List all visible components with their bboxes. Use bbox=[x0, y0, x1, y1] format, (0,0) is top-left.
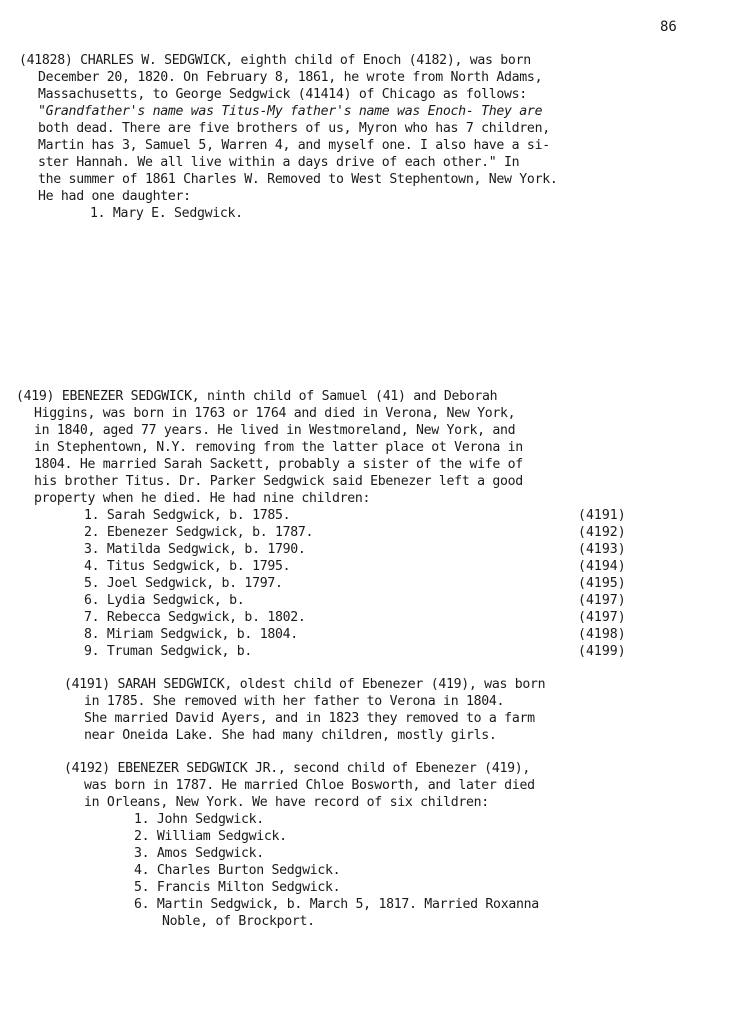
paragraph-line: in 1785. She removed with her father to Verona in 1804. bbox=[84, 694, 505, 709]
paragraph-line: Higgins, was born in 1763 or 1764 and died in Verona, New York, bbox=[34, 406, 516, 421]
paragraph-line: He had one daughter: bbox=[38, 189, 191, 204]
child-list-item: 6. Lydia Sedgwick, b. bbox=[84, 593, 245, 608]
child-list-item: 6. Martin Sedgwick, b. March 5, 1817. Married Roxanna bbox=[134, 897, 539, 912]
paragraph-line: (41828) CHARLES W. SEDGWICK, eighth child of Enoch (4182), was born bbox=[19, 53, 531, 68]
child-list-item: 2. William Sedgwick. bbox=[134, 829, 287, 844]
paragraph-line: 1804. He married Sarah Sackett, probably a sister of the wife of bbox=[34, 457, 523, 472]
child-list-item: 5. Francis Milton Sedgwick. bbox=[134, 880, 341, 895]
child-reference-number: (4191) bbox=[578, 508, 626, 523]
child-list-item: 7. Rebecca Sedgwick, b. 1802. bbox=[84, 610, 306, 625]
child-reference-number: (4195) bbox=[578, 576, 626, 591]
paragraph-line: near Oneida Lake. She had many children, mostly girls. bbox=[84, 728, 497, 743]
page-number: 86 bbox=[660, 19, 677, 35]
child-reference-number: (4199) bbox=[578, 644, 626, 659]
child-list-item: 1. Sarah Sedgwick, b. 1785. bbox=[84, 508, 291, 523]
child-reference-number: (4194) bbox=[578, 559, 626, 574]
paragraph-line: was born in 1787. He married Chloe Bosworth, and later died bbox=[84, 778, 535, 793]
paragraph-line: (4192) EBENEZER SEDGWICK JR., second child of Ebenezer (419), bbox=[64, 761, 531, 776]
child-list-item: 1. John Sedgwick. bbox=[134, 812, 264, 827]
paragraph-line: ster Hannah. We all live within a days drive of each other." In bbox=[38, 155, 520, 170]
paragraph-line: (419) EBENEZER SEDGWICK, ninth child of Samuel (41) and Deborah bbox=[16, 389, 498, 404]
paragraph-line: in 1840, aged 77 years. He lived in Westmoreland, New York, and bbox=[34, 423, 516, 438]
child-reference-number: (4193) bbox=[578, 542, 626, 557]
child-reference-number: (4198) bbox=[578, 627, 626, 642]
paragraph-line: in Orleans, New York. We have record of six children: bbox=[84, 795, 489, 810]
paragraph-line: both dead. There are five brothers of us, Myron who has 7 children, bbox=[38, 121, 550, 136]
child-reference-number: (4197) bbox=[578, 610, 626, 625]
child-list-item: 3. Amos Sedgwick. bbox=[134, 846, 264, 861]
paragraph-line-quote: "Grandfather's name was Titus-My father's name was Enoch- They are bbox=[38, 104, 543, 119]
paragraph-line: property when he died. He had nine children: bbox=[34, 491, 371, 506]
child-list-item: 2. Ebenezer Sedgwick, b. 1787. bbox=[84, 525, 314, 540]
paragraph-line: Massachusetts, to George Sedgwick (41414) of Chicago as follows: bbox=[38, 87, 527, 102]
paragraph-line: December 20, 1820. On February 8, 1861, he wrote from North Adams, bbox=[38, 70, 543, 85]
child-list-item: 8. Miriam Sedgwick, b. 1804. bbox=[84, 627, 298, 642]
paragraph-line: in Stephentown, N.Y. removing from the latter place ot Verona in bbox=[34, 440, 523, 455]
child-list-item: 9. Truman Sedgwick, b. bbox=[84, 644, 253, 659]
child-list-item: 4. Charles Burton Sedgwick. bbox=[134, 863, 341, 878]
child-list-item: 4. Titus Sedgwick, b. 1795. bbox=[84, 559, 291, 574]
child-reference-number: (4192) bbox=[578, 525, 626, 540]
child-list-item: 1. Mary E. Sedgwick. bbox=[90, 206, 243, 221]
child-list-item-continuation: Noble, of Brockport. bbox=[162, 914, 315, 929]
paragraph-line: his brother Titus. Dr. Parker Sedgwick said Ebenezer left a good bbox=[34, 474, 523, 489]
child-list-item: 3. Matilda Sedgwick, b. 1790. bbox=[84, 542, 306, 557]
paragraph-line: She married David Ayers, and in 1823 they removed to a farm bbox=[84, 711, 535, 726]
paragraph-line: (4191) SARAH SEDGWICK, oldest child of Ebenezer (419), was born bbox=[64, 677, 546, 692]
child-reference-number: (4197) bbox=[578, 593, 626, 608]
paragraph-line: the summer of 1861 Charles W. Removed to West Stephentown, New York. bbox=[38, 172, 558, 187]
child-list-item: 5. Joel Sedgwick, b. 1797. bbox=[84, 576, 283, 591]
paragraph-line: Martin has 3, Samuel 5, Warren 4, and myself one. I also have a si- bbox=[38, 138, 550, 153]
